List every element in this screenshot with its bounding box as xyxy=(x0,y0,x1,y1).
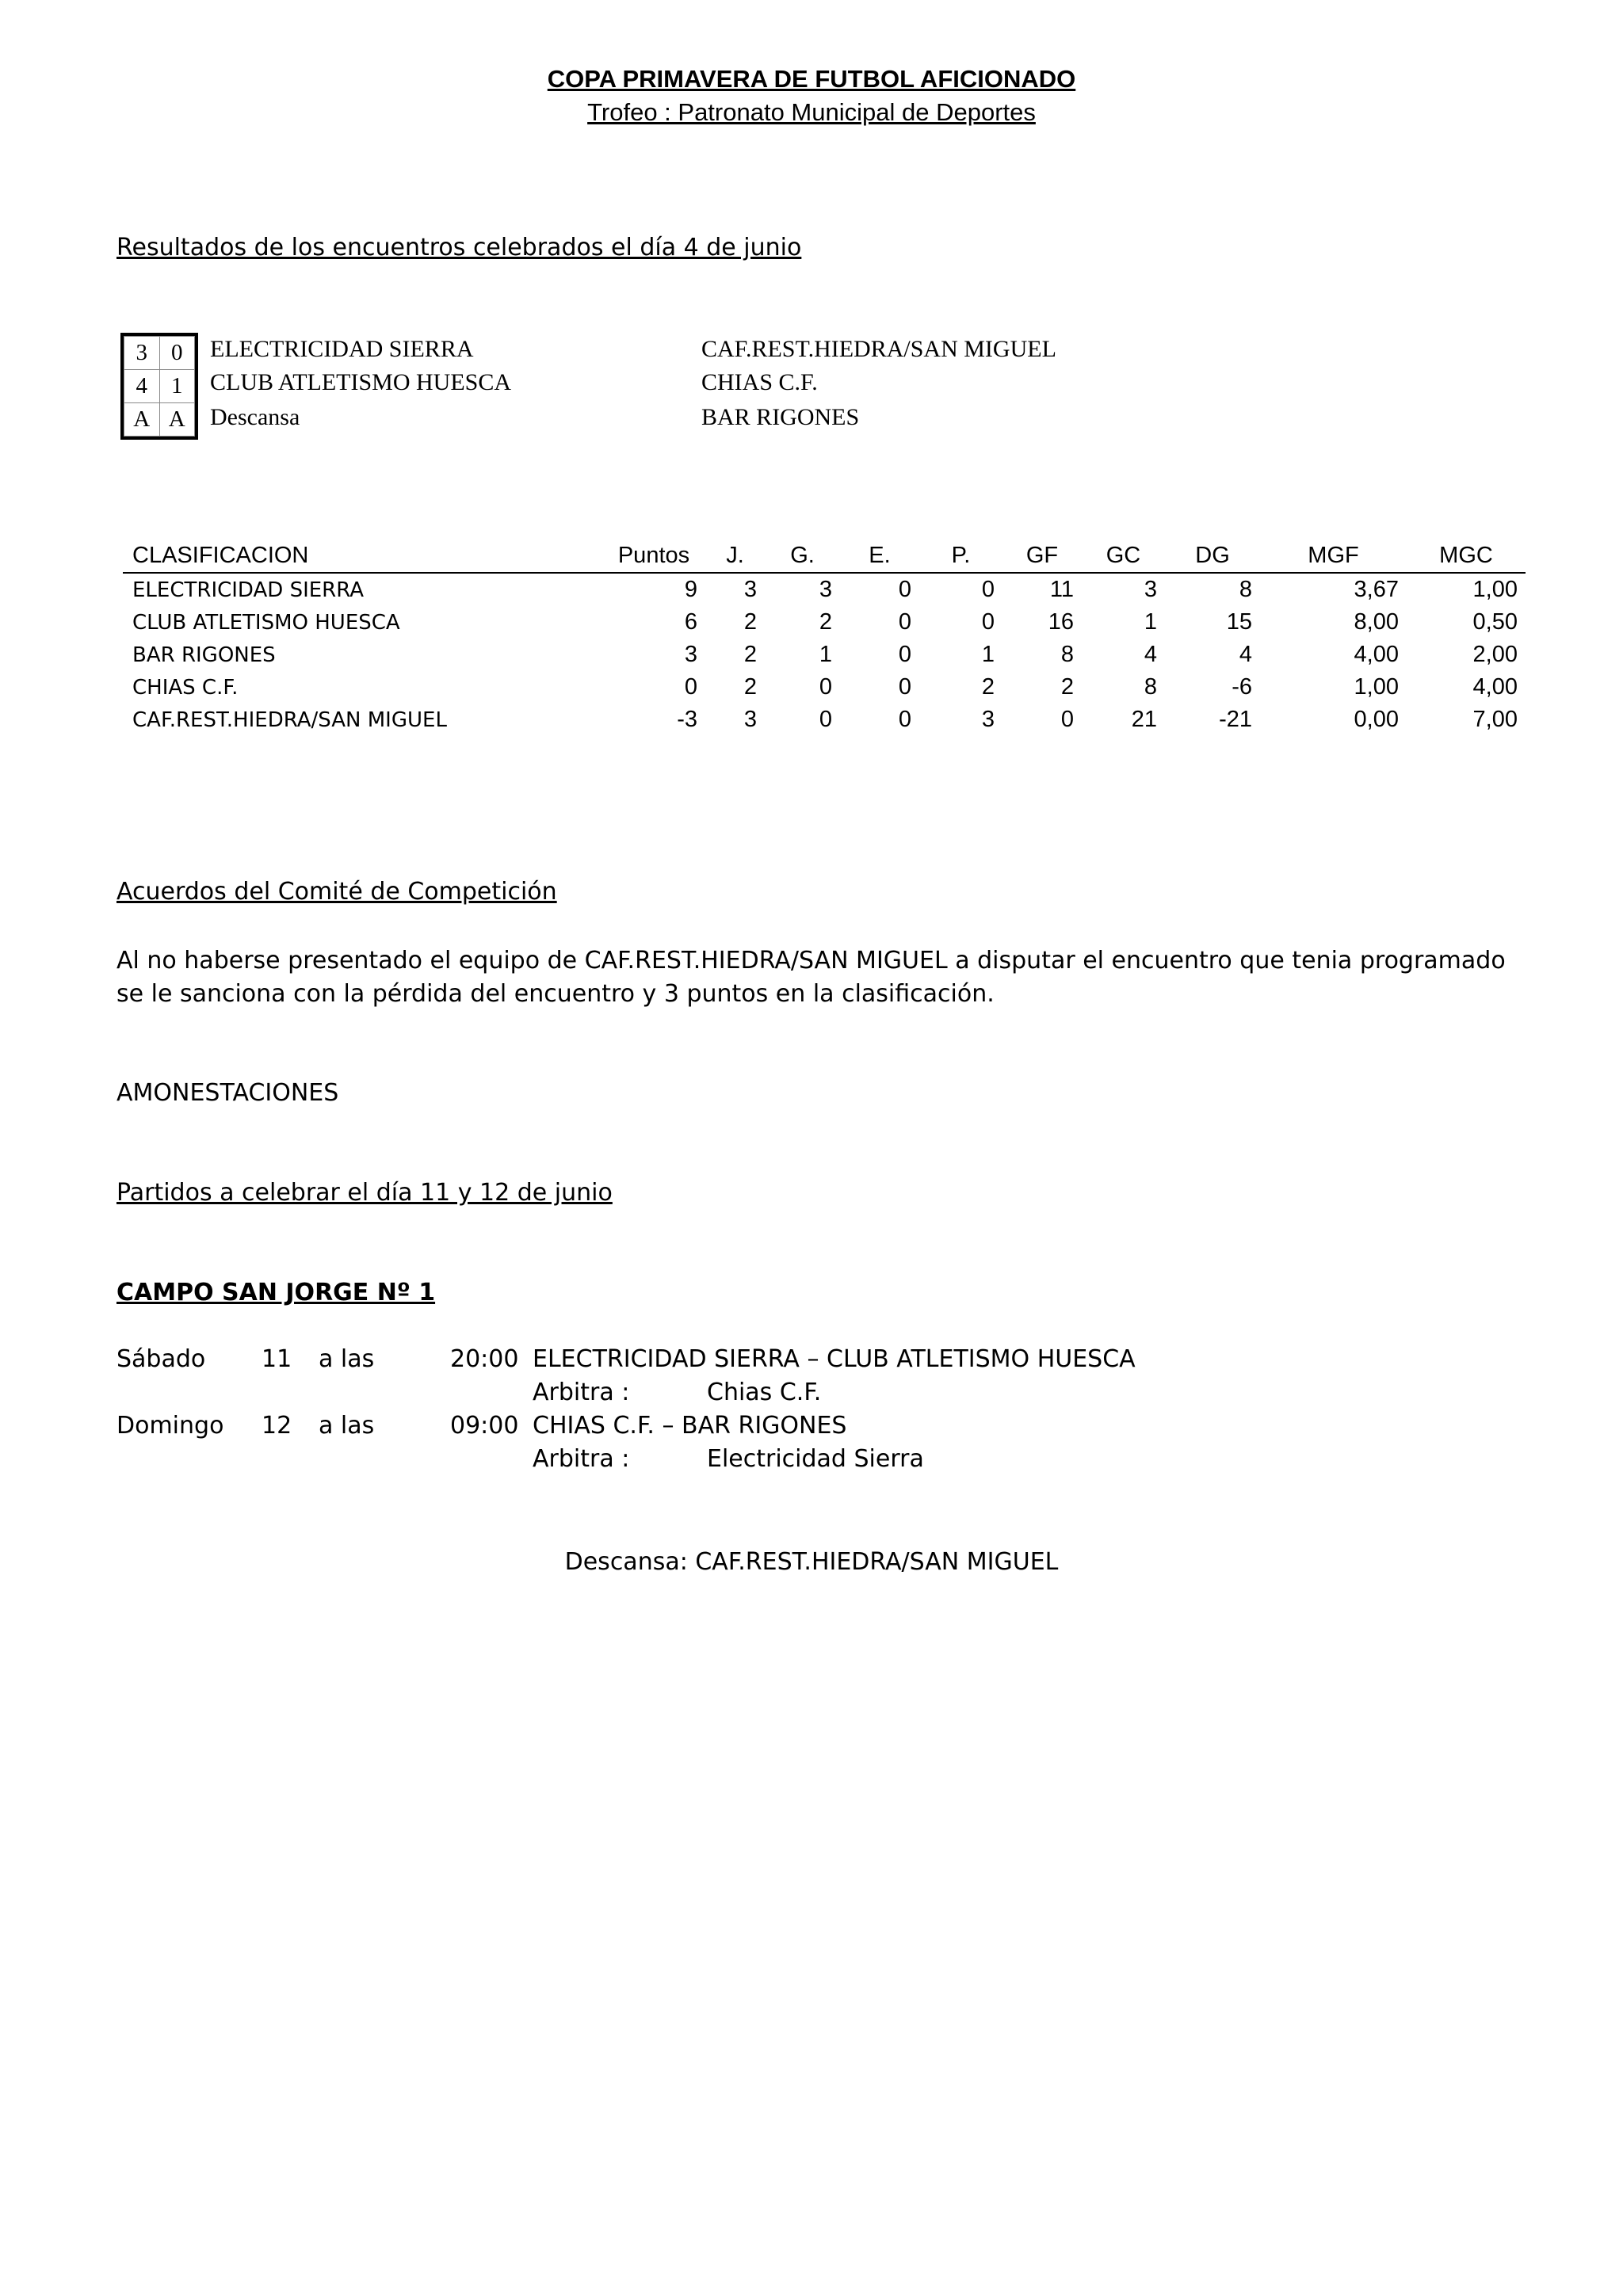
standings-row xyxy=(123,704,1526,736)
stat-cell: 4 xyxy=(1144,642,1157,667)
stat-cell: 8 xyxy=(1144,674,1157,700)
stat-cell: 0 xyxy=(981,577,995,602)
stat-cell: 0 xyxy=(684,674,697,700)
team-name-cell: CAF.REST.HIEDRA/SAN MIGUEL xyxy=(132,707,447,732)
stat-cell: 2 xyxy=(743,674,757,700)
stat-cell: 3,67 xyxy=(1354,577,1399,602)
team-name-cell: CHIAS C.F. xyxy=(132,675,239,700)
column-header: CLASIFICACION xyxy=(123,539,602,573)
column-header: MGF xyxy=(1260,539,1407,573)
game-time: 20:00 xyxy=(450,1345,519,1373)
stat-cell: 1 xyxy=(981,642,995,667)
stat-cell: 0 xyxy=(898,707,911,732)
team-name-cell: CLUB ATLETISMO HUESCA xyxy=(132,610,400,635)
home-score: A xyxy=(124,403,160,437)
column-header: GF xyxy=(1002,539,1082,573)
stat-cell: 3 xyxy=(743,577,757,602)
match-away-team: CHIAS C.F. xyxy=(701,369,818,395)
stat-cell: 0 xyxy=(898,642,911,667)
stat-cell: 0 xyxy=(898,577,911,602)
match-home-team: ELECTRICIDAD SIERRA xyxy=(210,336,474,362)
stat-cell: 0 xyxy=(981,609,995,635)
stat-cell: 4,00 xyxy=(1354,642,1399,667)
column-header: GC xyxy=(1082,539,1165,573)
column-header: Puntos xyxy=(602,539,705,573)
stat-cell: 3 xyxy=(743,707,757,732)
stat-cell: 8 xyxy=(1239,577,1252,602)
stat-cell: 2 xyxy=(743,609,757,635)
stat-cell: 2 xyxy=(981,674,995,700)
score-box xyxy=(120,333,198,440)
stat-cell: 7,00 xyxy=(1472,707,1518,732)
column-header: G. xyxy=(765,539,840,573)
game-day: Sábado xyxy=(116,1345,206,1373)
stat-cell: 3 xyxy=(684,642,697,667)
stat-cell: 11 xyxy=(1049,577,1074,602)
venue-heading: CAMPO SAN JORGE Nº 1 xyxy=(116,1279,436,1306)
stat-cell: 1,00 xyxy=(1354,674,1399,700)
game-time: 09:00 xyxy=(450,1412,519,1440)
schedule-heading: Partidos a celebrar el día 11 y 12 de junio xyxy=(116,1179,613,1207)
home-score: 3 xyxy=(124,337,160,370)
stat-cell: 0 xyxy=(898,609,911,635)
stat-cell: -3 xyxy=(677,707,697,732)
stat-cell: 0 xyxy=(819,674,832,700)
stat-cell: 1 xyxy=(819,642,832,667)
match-away-team: BAR RIGONES xyxy=(701,404,860,430)
stat-cell: 0 xyxy=(819,707,832,732)
acuerdos-text: Al no haberse presentado el equipo de CAF.REST.HIEDRA/SAN MIGUEL a disputar el encuentro que tenia programado se le sanciona con la pérdida del encuentro y 3 puntos en la clasificación. xyxy=(116,947,1506,1008)
stat-cell: -6 xyxy=(1232,674,1252,700)
standings-row xyxy=(123,671,1526,704)
referee-name: Electricidad Sierra xyxy=(707,1445,924,1473)
column-header: P. xyxy=(919,539,1002,573)
stat-cell: 2 xyxy=(743,642,757,667)
results-heading: Resultados de los encuentros celebrados el día 4 de junio xyxy=(116,234,802,261)
referee-label: Arbitra : xyxy=(533,1379,630,1406)
game-date: 12 xyxy=(262,1412,292,1440)
stat-cell: 6 xyxy=(684,609,697,635)
match-home-team: Descansa xyxy=(210,404,300,430)
game-at: a las xyxy=(319,1412,375,1440)
document-subtitle: Trofeo : Patronato Municipal de Deportes xyxy=(587,98,1036,126)
acuerdos-heading: Acuerdos del Comité de Competición xyxy=(116,878,557,906)
stat-cell: 0 xyxy=(898,674,911,700)
column-header: E. xyxy=(840,539,919,573)
team-name-cell: BAR RIGONES xyxy=(132,643,276,667)
referee-name: Chias C.F. xyxy=(707,1379,822,1406)
stat-cell: 2,00 xyxy=(1472,642,1518,667)
stat-cell: 16 xyxy=(1048,609,1074,635)
referee-label: Arbitra : xyxy=(533,1445,630,1473)
stat-cell: 0,50 xyxy=(1472,609,1518,635)
stat-cell: 2 xyxy=(819,609,832,635)
stat-cell: 3 xyxy=(1144,577,1157,602)
game-match: CHIAS C.F. – BAR RIGONES xyxy=(533,1412,847,1440)
stat-cell: 9 xyxy=(684,577,697,602)
rest-team-line: Descansa: CAF.REST.HIEDRA/SAN MIGUEL xyxy=(564,1548,1059,1576)
away-score: 1 xyxy=(159,370,195,403)
column-header: DG xyxy=(1165,539,1260,573)
standings-header-row xyxy=(123,539,1526,573)
stat-cell: 8 xyxy=(1060,642,1074,667)
standings-table xyxy=(123,539,1526,736)
stat-cell: 1,00 xyxy=(1472,577,1518,602)
team-name-cell: ELECTRICIDAD SIERRA xyxy=(132,578,365,602)
game-at: a las xyxy=(319,1345,375,1373)
away-score: A xyxy=(159,403,195,437)
stat-cell: 1 xyxy=(1144,609,1157,635)
stat-cell: 8,00 xyxy=(1354,609,1399,635)
stat-cell: 0,00 xyxy=(1354,707,1399,732)
standings-row xyxy=(123,606,1526,639)
stat-cell: 21 xyxy=(1131,707,1157,732)
game-date: 11 xyxy=(262,1345,292,1373)
stat-cell: 4 xyxy=(1239,642,1252,667)
game-day: Domingo xyxy=(116,1412,224,1440)
home-score: 4 xyxy=(124,370,160,403)
game-match: ELECTRICIDAD SIERRA – CLUB ATLETISMO HUESCA xyxy=(533,1345,1136,1373)
stat-cell: 0 xyxy=(1060,707,1074,732)
standings-row xyxy=(123,573,1526,606)
column-header: J. xyxy=(705,539,765,573)
stat-cell: -21 xyxy=(1219,707,1252,732)
stat-cell: 3 xyxy=(981,707,995,732)
column-header: MGC xyxy=(1407,539,1526,573)
stat-cell: 2 xyxy=(1060,674,1074,700)
document-title: COPA PRIMAVERA DE FUTBOL AFICIONADO xyxy=(547,65,1076,93)
match-home-team: CLUB ATLETISMO HUESCA xyxy=(210,369,512,395)
stat-cell: 15 xyxy=(1226,609,1252,635)
stat-cell: 4,00 xyxy=(1472,674,1518,700)
stat-cell: 3 xyxy=(819,577,832,602)
away-score: 0 xyxy=(159,337,195,370)
amonestaciones-heading: AMONESTACIONES xyxy=(116,1079,339,1107)
standings-row xyxy=(123,639,1526,671)
match-away-team: CAF.REST.HIEDRA/SAN MIGUEL xyxy=(701,336,1056,362)
